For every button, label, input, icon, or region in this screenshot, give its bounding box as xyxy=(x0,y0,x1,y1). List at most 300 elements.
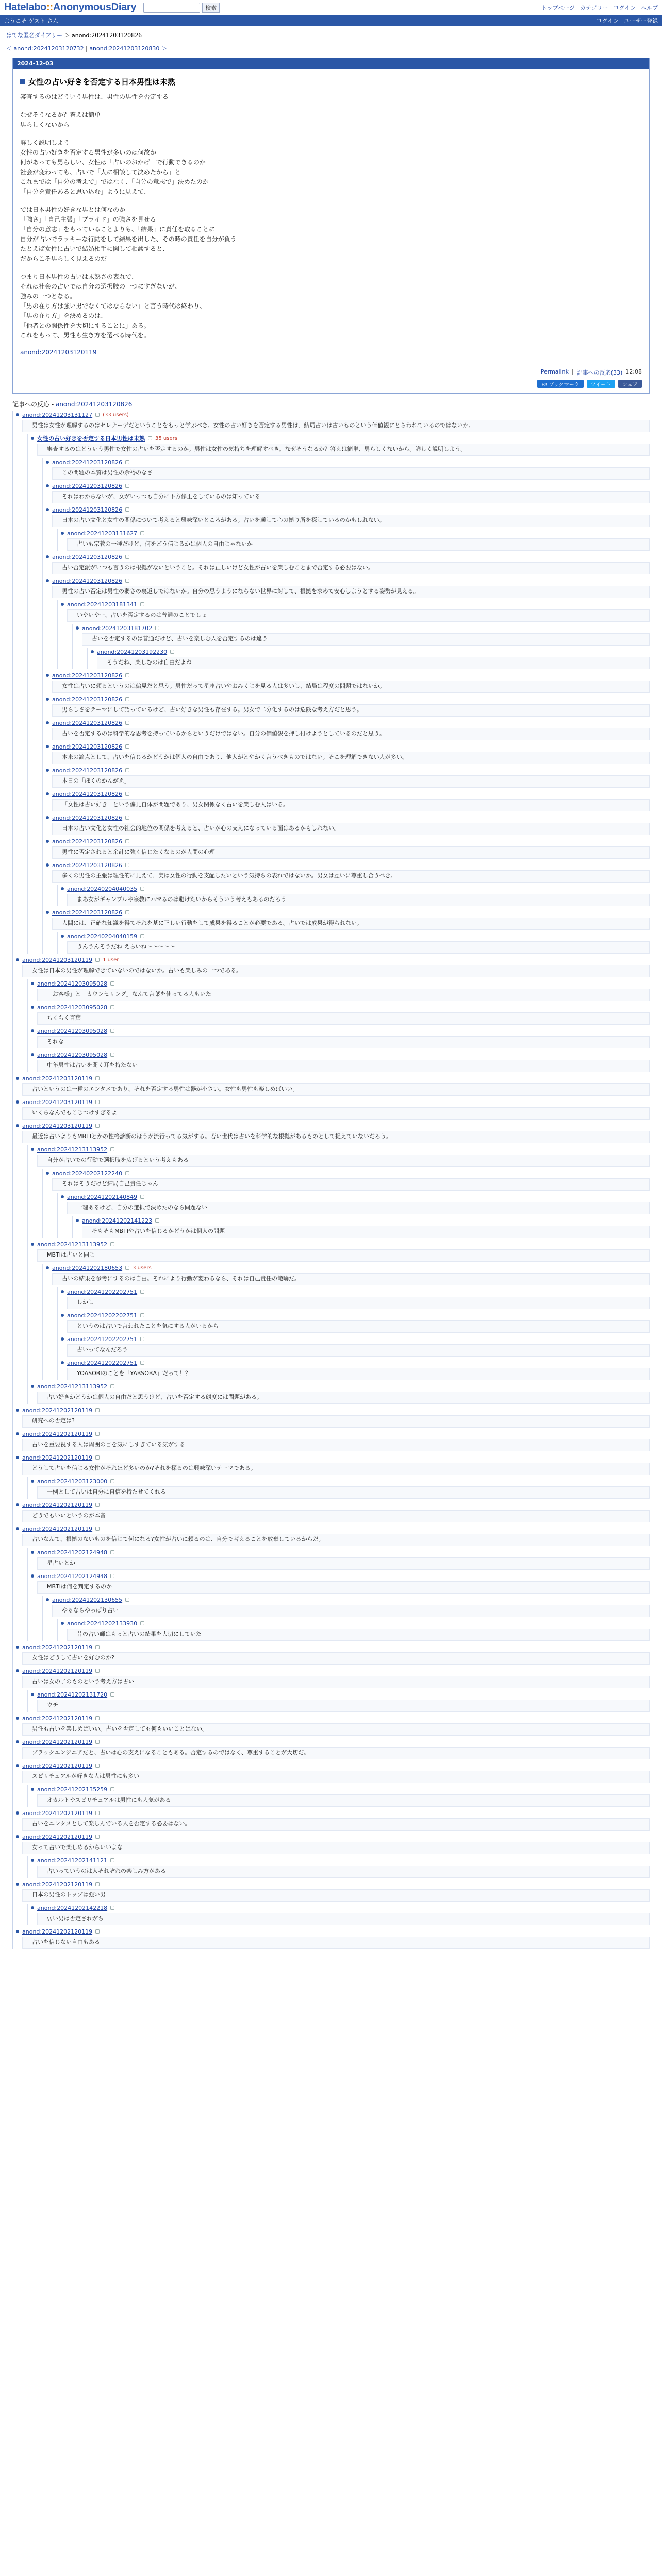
reply-text: MBTIは占いと同じ xyxy=(37,1249,650,1262)
reply-text: 日本の占い文化と女性の関係について考えると興味深いところがある。占いを通して心の拠り所を探しているのかもしれない。 xyxy=(52,515,650,527)
replies-link[interactable]: 記事への反応(33) xyxy=(576,369,623,376)
article-link-wrap xyxy=(13,345,649,368)
reply-link[interactable]: anond:20241202141223 xyxy=(82,1217,153,1224)
bookmark-icon[interactable] xyxy=(125,673,129,677)
bullet-icon xyxy=(46,484,49,487)
reply-text: うんうんそうだね えらいね〜〜〜〜〜 xyxy=(67,941,650,954)
bookmark-icon[interactable] xyxy=(95,1124,100,1128)
bookmark-icon[interactable] xyxy=(125,1266,129,1270)
bookmark-icon[interactable] xyxy=(110,1242,114,1246)
reply-link[interactable]: anond:20241203120826 xyxy=(52,577,123,584)
search-input[interactable] xyxy=(143,3,200,13)
reply-header xyxy=(16,1430,650,1438)
bookmark-icon[interactable] xyxy=(170,650,174,654)
reply-link[interactable]: anond:20241203120826 xyxy=(52,553,123,561)
bookmark-icon[interactable] xyxy=(148,436,152,440)
reply-header xyxy=(61,932,650,940)
bookmark-icon[interactable] xyxy=(110,1384,114,1388)
tree-heading-link[interactable]: anond:20241203120826 xyxy=(55,401,133,408)
bookmark-icon[interactable] xyxy=(125,460,129,464)
bookmark-icon[interactable] xyxy=(140,1195,144,1199)
reply-link[interactable]: 女性の占い好きを否定する日本男性は未熟 xyxy=(37,435,145,442)
reply-text: 女性はどうして占いを好むのか? xyxy=(22,1652,650,1665)
reply-link[interactable]: anond:20241202202751 xyxy=(67,1312,138,1319)
bullet-icon xyxy=(46,745,49,748)
article-title xyxy=(13,69,649,92)
bookmark-icon[interactable] xyxy=(95,1645,100,1649)
reply-link[interactable]: anond:20241203120826 xyxy=(52,672,123,679)
reply-text: 最近は占いよりもMBTIとかの性格診断のほうが流行ってる気がする。若い世代は占いを科学的な根拠があるものとして捉えていないだろう。 xyxy=(22,1131,650,1143)
article-line: 女性の占い好きを否定する男性が多いのは何故か xyxy=(20,149,157,156)
reply-link[interactable]: anond:20241203120826 xyxy=(52,459,123,466)
bullet-icon xyxy=(31,1243,34,1246)
reply-children xyxy=(57,600,650,669)
reply-header xyxy=(16,1501,650,1509)
article xyxy=(12,58,650,394)
reply-text: 占いも宗教の一種だけど、何をどう信じるかは個人の自由じゃないか xyxy=(67,538,650,551)
hatena-bookmark-button[interactable]: B! ブックマーク xyxy=(537,380,583,388)
bullet-icon xyxy=(46,1172,49,1175)
reply-text: いくらなんでもこじつけすぎるよ xyxy=(22,1107,650,1120)
article-line: 「男の在り方」を決めるのは、 xyxy=(20,312,107,319)
bookmark-icon[interactable] xyxy=(140,531,144,535)
bookmark-icon[interactable] xyxy=(110,1479,114,1483)
prev-entry-link[interactable]: ＜ anond:20241203120732 xyxy=(6,45,84,52)
bookmark-icon[interactable] xyxy=(140,934,144,938)
reply-link[interactable]: anond:20241203120119 xyxy=(22,1075,93,1082)
bookmark-icon[interactable] xyxy=(110,1858,114,1862)
reply-header xyxy=(16,1761,650,1770)
reply-node xyxy=(46,458,650,480)
footer-sep: | xyxy=(571,368,574,375)
reply-header xyxy=(61,1193,650,1201)
top-link-top[interactable]: トップページ xyxy=(541,4,575,11)
reply-node xyxy=(31,1477,650,1499)
reply-text: 男性に否定されると余計に強く信じたくなるのが人間の心理 xyxy=(52,846,650,859)
reply-node xyxy=(16,1430,650,1451)
bookmark-icon[interactable] xyxy=(95,413,100,417)
bookmark-icon[interactable] xyxy=(125,768,129,772)
article-line: 審査するのはどういう男性は、男性の男性を否定する xyxy=(20,93,169,100)
bullet-icon xyxy=(76,626,79,630)
bullet-icon xyxy=(46,579,49,582)
reply-link[interactable]: anond:20240204040159 xyxy=(67,933,138,940)
reply-node xyxy=(61,1619,650,1641)
bookmark-icon[interactable] xyxy=(140,1337,144,1341)
bookmark-icon[interactable] xyxy=(125,839,129,843)
reply-text: 占い好きかどうかは個人の自由だと思うけど、占いを否定する態度には問題がある。 xyxy=(37,1392,650,1404)
bullet-icon xyxy=(16,1669,19,1672)
reply-node xyxy=(61,1359,650,1380)
reply-node xyxy=(46,1596,650,1641)
reply-node xyxy=(46,908,650,954)
reply-node xyxy=(76,1216,650,1238)
bullet-icon xyxy=(16,1124,19,1127)
bookmark-icon[interactable] xyxy=(140,602,144,606)
bookmark-icon[interactable] xyxy=(125,1171,129,1175)
bullet-icon xyxy=(16,1503,19,1506)
reply-link[interactable]: anond:20241202120119 xyxy=(22,1738,93,1745)
reply-link[interactable]: anond:20241202120119 xyxy=(22,1880,93,1888)
bookmark-icon[interactable] xyxy=(110,1906,114,1910)
bullet-icon xyxy=(61,1314,64,1317)
reply-header xyxy=(46,861,650,869)
bookmark-icon[interactable] xyxy=(95,1076,100,1080)
reply-link[interactable]: anond:20241203181341 xyxy=(67,601,138,608)
reply-link[interactable]: anond:20241213113952 xyxy=(37,1383,108,1390)
site-logo[interactable] xyxy=(4,2,136,13)
reply-header xyxy=(31,1240,650,1248)
bookmark-icon[interactable] xyxy=(125,697,129,701)
bookmark-icon[interactable] xyxy=(125,1598,129,1602)
reply-link[interactable]: anond:20241213113952 xyxy=(37,1146,108,1153)
reply-node xyxy=(61,529,650,551)
reply-node xyxy=(46,861,650,906)
reply-link[interactable]: anond:20241202120119 xyxy=(22,1430,93,1437)
bookmark-icon[interactable] xyxy=(95,1408,100,1412)
reply-link[interactable]: anond:20241203095028 xyxy=(37,1027,108,1035)
bookmark-icon[interactable] xyxy=(95,1100,100,1104)
reply-link[interactable]: anond:20241203095028 xyxy=(37,980,108,987)
reply-link[interactable]: anond:20241202140849 xyxy=(67,1193,138,1200)
bullet-icon xyxy=(31,982,34,985)
reply-children xyxy=(27,1904,650,1925)
bookmark-icon[interactable] xyxy=(140,1621,144,1625)
reply-node xyxy=(16,1074,650,1096)
reply-node xyxy=(61,1193,650,1238)
bookmark-icon[interactable] xyxy=(95,1811,100,1815)
reply-link[interactable]: anond:20240202122240 xyxy=(52,1170,123,1177)
reply-header xyxy=(31,1477,650,1485)
reply-node xyxy=(46,505,650,551)
reply-link[interactable]: anond:20241202133930 xyxy=(67,1620,138,1627)
bullet-icon xyxy=(16,1100,19,1104)
reply-header xyxy=(46,458,650,466)
reply-header xyxy=(46,482,650,490)
bookmark-icon[interactable] xyxy=(95,1716,100,1720)
bookmark-icon[interactable] xyxy=(140,1313,144,1317)
reply-link[interactable]: anond:20241203123000 xyxy=(37,1478,108,1485)
reply-text: 占いを信じない自由もある xyxy=(22,1937,650,1949)
share-button[interactable]: シェア xyxy=(618,380,642,388)
reply-text: 研究への否定は? xyxy=(22,1415,650,1428)
reply-link[interactable]: anond:20241202131720 xyxy=(37,1691,108,1698)
reply-header xyxy=(16,1074,650,1082)
bookmark-icon[interactable] xyxy=(155,1218,159,1223)
article-line: だからこそ男らしく見えるのだ xyxy=(20,255,107,262)
bookmark-icon[interactable] xyxy=(125,816,129,820)
reply-link[interactable]: anond:20241202120119 xyxy=(22,1762,93,1769)
reply-link[interactable]: anond:20241203120826 xyxy=(52,506,123,513)
article-line: 「他者との関係性を大切にすることに」ある。 xyxy=(20,322,151,329)
bookmark-icon[interactable] xyxy=(110,1574,114,1578)
bullet-icon xyxy=(31,1859,34,1862)
reply-text: そもそもMBTIや占いを信じるかどうかは個人の問題 xyxy=(82,1226,650,1238)
bullet-icon xyxy=(46,508,49,511)
article-line: これをもって、男性も生き方を選べる時代を。 xyxy=(20,332,150,339)
reply-header xyxy=(31,1690,650,1699)
reply-node xyxy=(46,1264,650,1380)
reply-node xyxy=(61,600,650,669)
reply-link[interactable]: anond:20241202120119 xyxy=(22,1715,93,1722)
reply-link[interactable]: anond:20241203181702 xyxy=(82,624,153,632)
bookmark-icon[interactable] xyxy=(110,981,114,986)
bookmark-icon[interactable] xyxy=(125,484,129,488)
bookmark-icon[interactable] xyxy=(125,792,129,796)
reply-link[interactable]: anond:20241202120119 xyxy=(22,1667,93,1674)
bookmark-icon[interactable] xyxy=(110,1550,114,1554)
bookmark-icon[interactable] xyxy=(95,1882,100,1886)
reply-header xyxy=(46,577,650,585)
bullet-icon xyxy=(46,698,49,701)
bookmark-icon[interactable] xyxy=(95,1527,100,1531)
bullet-icon xyxy=(31,1148,34,1151)
bullet-icon xyxy=(91,650,94,653)
bullet-icon xyxy=(31,1551,34,1554)
bullet-icon xyxy=(16,1432,19,1435)
reply-text: 占いの結果を参考にするのは自由。それにより行動が変わるなら、それは自己責任の範疇だ。 xyxy=(52,1273,650,1285)
reply-children xyxy=(27,1477,650,1499)
reply-text: 女って占いで楽しめるからいいよな xyxy=(22,1842,650,1854)
logo-main: Hatelabo xyxy=(4,2,47,13)
tree-heading-label: 記事への反応 - xyxy=(12,401,56,408)
reply-link[interactable]: anond:20241203120826 xyxy=(52,743,123,750)
reply-link[interactable]: anond:20241203120826 xyxy=(52,861,123,869)
reply-text: 占いを否定するのは普通だけど、占いを楽しむ人を否定するのは違う xyxy=(82,633,650,646)
reply-children xyxy=(27,434,650,954)
reply-link[interactable]: anond:20241202142218 xyxy=(37,1904,108,1911)
bookmark-icon[interactable] xyxy=(140,887,144,891)
bookmark-icon[interactable] xyxy=(125,507,129,512)
reply-node xyxy=(16,1714,650,1736)
bullet-icon xyxy=(16,1717,19,1720)
reply-node xyxy=(61,1335,650,1357)
bookmark-icon[interactable] xyxy=(125,579,129,583)
top-links xyxy=(541,4,658,12)
reply-node xyxy=(61,932,650,954)
reply-node xyxy=(31,434,650,954)
reply-text: 占いなんて、根拠のないものを信じて何になる?女性が占いに頼るのは、自分で考えることを放棄しているからだ。 xyxy=(22,1534,650,1546)
bookmark-count[interactable]: 3 users xyxy=(133,1265,152,1271)
reply-node xyxy=(46,1169,650,1238)
reply-node xyxy=(61,1311,650,1333)
top-link-login[interactable]: ログイン xyxy=(613,4,636,11)
reply-text: 日本の占い文化と女性の社会的地位の関係を考えると、占いが心の支えになっている面はあるかもしれない。 xyxy=(52,823,650,835)
reply-text: 弱い男は否定されがち xyxy=(37,1913,650,1925)
reply-node xyxy=(31,1856,650,1878)
bullet-icon xyxy=(61,1337,64,1341)
bullet-icon xyxy=(46,769,49,772)
reply-text: まあ女がギャンブルや宗教にハマるのは避けたいからそういう考えもあるのだろう xyxy=(67,894,650,906)
bookmark-icon[interactable] xyxy=(95,1432,100,1436)
bookmark-icon[interactable] xyxy=(95,958,100,962)
bullet-icon xyxy=(16,958,19,961)
bookmark-icon[interactable] xyxy=(125,555,129,559)
reply-link[interactable]: anond:20241202130655 xyxy=(52,1596,123,1603)
reply-text: それな xyxy=(37,1036,650,1048)
reply-link[interactable]: anond:20241213113952 xyxy=(37,1241,108,1248)
article-body xyxy=(13,92,649,345)
bookmark-icon[interactable] xyxy=(95,1764,100,1768)
reply-node xyxy=(31,1145,650,1238)
bookmark-icon[interactable] xyxy=(110,1029,114,1033)
reply-node xyxy=(16,1667,650,1712)
reply-link[interactable]: anond:20241202120119 xyxy=(22,1809,93,1817)
reply-node xyxy=(16,1453,650,1499)
bookmark-icon[interactable] xyxy=(125,863,129,867)
reply-link[interactable]: anond:20241203120826 xyxy=(52,838,123,845)
reply-header xyxy=(46,671,650,680)
article-line: それは社会の占いでは自分の選択肢の一つにすぎないが、 xyxy=(20,283,181,290)
reply-link[interactable]: anond:20241202202751 xyxy=(67,1359,138,1366)
bookmark-icon[interactable] xyxy=(110,1692,114,1697)
reply-link[interactable]: anond:20241203120826 xyxy=(52,719,123,726)
reply-text: そうだね、楽しむのは自由だよね xyxy=(97,657,650,669)
reply-header xyxy=(46,1169,650,1177)
bullet-icon xyxy=(31,1788,34,1791)
reply-node xyxy=(31,1240,650,1380)
reply-link[interactable]: anond:20241202120119 xyxy=(22,1406,93,1414)
subbar-login-link[interactable]: ログイン xyxy=(596,18,619,24)
reply-link[interactable]: anond:20240204040035 xyxy=(67,885,138,892)
bookmark-icon[interactable] xyxy=(125,721,129,725)
reply-node xyxy=(46,837,650,859)
reply-header xyxy=(31,434,650,443)
reply-link[interactable]: anond:20241202141121 xyxy=(37,1857,108,1864)
reply-link[interactable]: anond:20241203120826 xyxy=(52,482,123,489)
reply-link[interactable]: anond:20241202120119 xyxy=(22,1833,93,1840)
reply-node xyxy=(46,742,650,764)
bookmark-icon[interactable] xyxy=(110,1005,114,1009)
reply-header xyxy=(16,1738,650,1746)
permalink[interactable]: Permalink xyxy=(540,368,569,375)
bookmark-icon[interactable] xyxy=(110,1053,114,1057)
reply-link[interactable]: anond:20241202124948 xyxy=(37,1549,108,1556)
bookmark-count[interactable]: 1 user xyxy=(103,957,119,963)
reply-text: 星占いとか xyxy=(37,1557,650,1570)
search-button[interactable]: 検索 xyxy=(202,3,220,13)
bookmark-icon[interactable] xyxy=(125,744,129,749)
reply-link[interactable]: anond:20241203095028 xyxy=(37,1051,108,1058)
reply-link[interactable]: anond:20241202120119 xyxy=(22,1501,93,1509)
breadcrumb-sep: ＞ xyxy=(64,32,70,39)
breadcrumb-root[interactable]: はてな匿名ダイアリー xyxy=(6,32,63,39)
article-line: 自分が占いでラッキーな行動をして結果を出した、その時の責任を自分が負う xyxy=(20,235,237,243)
top-bar xyxy=(0,0,662,15)
reply-link[interactable]: anond:20241202180653 xyxy=(52,1264,123,1272)
bookmark-icon[interactable] xyxy=(95,1740,100,1744)
reply-link[interactable]: anond:20241202202751 xyxy=(67,1288,138,1295)
reply-header xyxy=(16,1406,650,1414)
bookmark-icon[interactable] xyxy=(95,1669,100,1673)
article-link[interactable]: anond:20241203120119 xyxy=(20,349,97,356)
reply-header xyxy=(61,1335,650,1343)
logo-sep: :: xyxy=(46,2,53,13)
reply-link[interactable]: anond:20241202120119 xyxy=(22,1928,93,1935)
reply-header xyxy=(16,1524,650,1533)
reply-link[interactable]: anond:20241203120826 xyxy=(52,909,123,916)
reply-node xyxy=(31,1382,650,1404)
bullet-icon xyxy=(31,1906,34,1909)
reply-link[interactable]: anond:20241202202751 xyxy=(67,1335,138,1343)
reply-link[interactable]: anond:20241203192230 xyxy=(97,648,168,655)
reply-link[interactable]: anond:20241202120119 xyxy=(22,1525,93,1532)
bookmark-count[interactable]: (33 users) xyxy=(103,412,129,418)
reply-link[interactable]: anond:20241203120119 xyxy=(22,1122,93,1129)
reply-link[interactable]: anond:20241203131127 xyxy=(22,411,93,418)
bullet-icon xyxy=(16,1764,19,1767)
article-line: たとえば女性に占いで結婚相手に関して相談すると、 xyxy=(20,245,169,252)
bookmark-count[interactable]: 35 users xyxy=(155,435,177,442)
subbar-register-link[interactable]: ユーザー登録 xyxy=(624,18,658,24)
reply-link[interactable]: anond:20241202135259 xyxy=(37,1786,108,1793)
breadcrumb-current: anond:20241203120826 xyxy=(72,32,142,39)
reply-node xyxy=(61,1287,650,1309)
bookmark-icon[interactable] xyxy=(95,1835,100,1839)
reply-header xyxy=(31,1785,650,1793)
bullet-icon xyxy=(61,1195,64,1198)
bookmark-icon[interactable] xyxy=(95,1929,100,1934)
top-link-category[interactable]: カテゴリー xyxy=(580,4,608,11)
reply-link[interactable]: anond:20241203120119 xyxy=(22,1098,93,1106)
bookmark-icon[interactable] xyxy=(155,626,159,630)
reply-children xyxy=(72,624,650,669)
reply-link[interactable]: anond:20241203120119 xyxy=(22,956,93,963)
article-time: 12:08 xyxy=(625,368,642,375)
reply-text: どうして占いを信じる女性がそれほど多いのか?それを探るのは興味深いテーマである。 xyxy=(22,1463,650,1475)
bookmark-icon[interactable] xyxy=(95,1503,100,1507)
bullet-icon xyxy=(31,1385,34,1388)
reply-header xyxy=(61,600,650,608)
bookmark-icon[interactable] xyxy=(110,1147,114,1151)
article-line: 「自分を責任あると思い込む」ように見えて、 xyxy=(20,188,150,195)
reply-children xyxy=(27,1690,650,1712)
bullet-icon xyxy=(46,555,49,558)
reply-node xyxy=(16,1927,650,1949)
bullet-icon xyxy=(61,1622,64,1625)
bookmark-icon[interactable] xyxy=(140,1290,144,1294)
bullet-icon xyxy=(46,674,49,677)
reply-node xyxy=(46,790,650,811)
reply-link[interactable]: anond:20241203131627 xyxy=(67,530,138,537)
reply-link[interactable]: anond:20241202124948 xyxy=(37,1572,108,1580)
reply-header xyxy=(46,719,650,727)
reply-link[interactable]: anond:20241203120826 xyxy=(52,696,123,703)
bookmark-icon[interactable] xyxy=(125,910,129,914)
bookmark-icon[interactable] xyxy=(140,1361,144,1365)
bookmark-icon[interactable] xyxy=(110,1787,114,1791)
reply-link[interactable]: anond:20241202120119 xyxy=(22,1643,93,1651)
reply-header xyxy=(16,1643,650,1651)
bullet-icon xyxy=(46,1598,49,1601)
reply-link[interactable]: anond:20241203120826 xyxy=(52,814,123,821)
bookmark-icon[interactable] xyxy=(95,1455,100,1460)
reply-text: 本日の「ほくのかんがえ」 xyxy=(52,775,650,788)
top-link-help[interactable]: ヘルプ xyxy=(641,4,658,11)
tweet-button[interactable]: ツイート xyxy=(587,380,616,388)
reply-text: ブラックエンジニアだと、占いは心の支えになることもある。否定するのではなく、尊重することが大切だ。 xyxy=(22,1747,650,1759)
next-entry-link[interactable]: anond:20241203120830 ＞ xyxy=(89,45,167,52)
reply-header xyxy=(16,1714,650,1722)
reply-children xyxy=(27,1785,650,1807)
reply-link[interactable]: anond:20241202120119 xyxy=(22,1454,93,1461)
welcome-text: ようこそ ゲスト さん xyxy=(4,18,59,24)
reply-link[interactable]: anond:20241203095028 xyxy=(37,1004,108,1011)
bullet-icon xyxy=(61,532,64,535)
reply-text: 占いというのは一種のエンタメであり、それを否定する男性は器が小さい。女性も男性も楽しめばいい。 xyxy=(22,1083,650,1096)
reply-link[interactable]: anond:20241203120826 xyxy=(52,767,123,774)
reply-link[interactable]: anond:20241203120826 xyxy=(52,790,123,798)
